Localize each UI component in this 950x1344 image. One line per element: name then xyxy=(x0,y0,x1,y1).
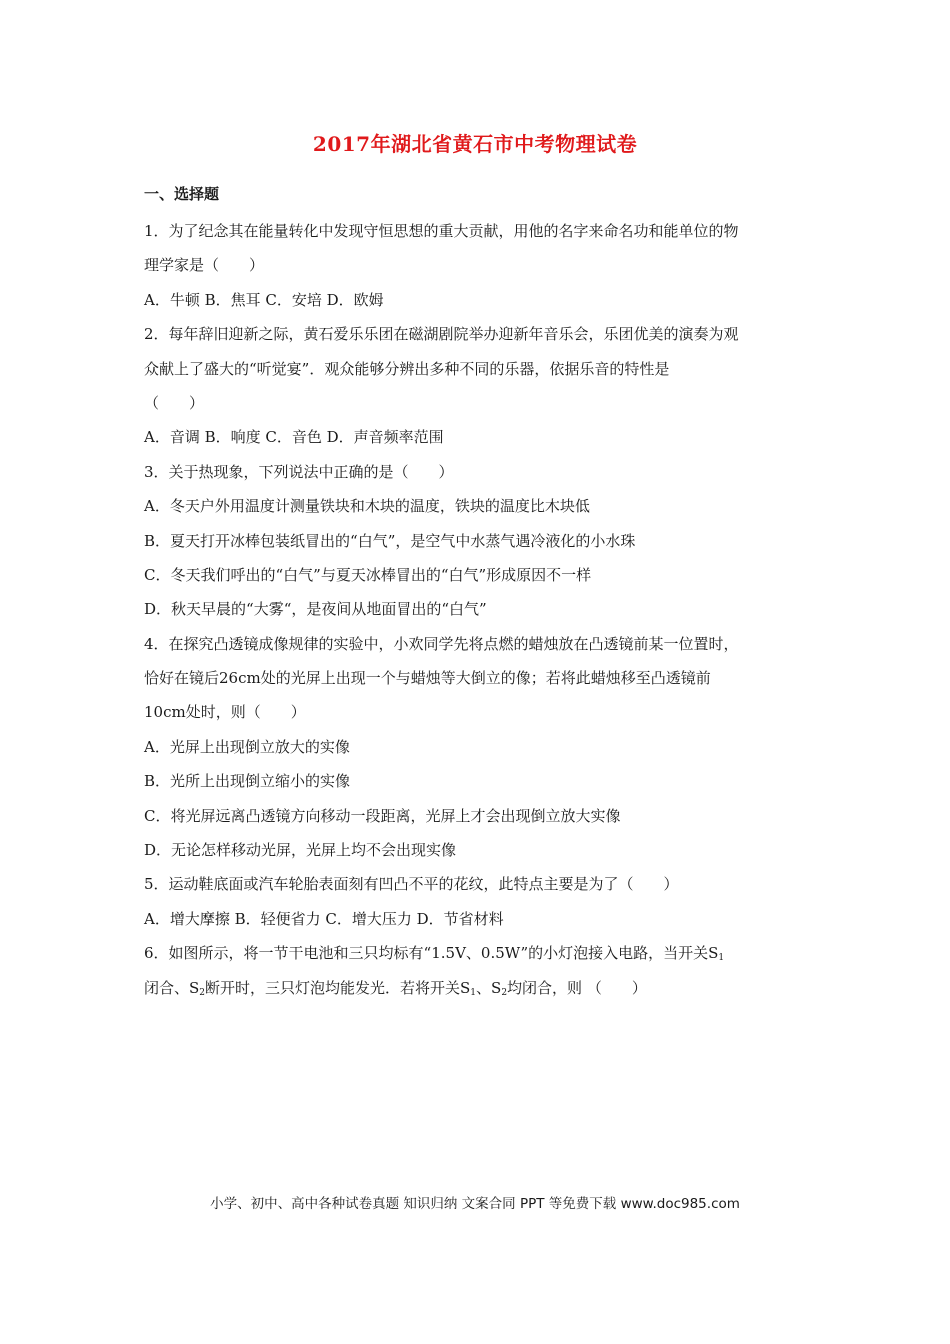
question-1 xyxy=(144,214,824,317)
option-a: A．冬天户外用温度计测量铁块和木块的温度，铁块的温度比木块低 xyxy=(144,497,590,516)
stem-text: 均闭合，则 （ ） xyxy=(507,978,647,997)
option-a: A．光屏上出现倒立放大的实像 xyxy=(144,737,350,756)
question-2 xyxy=(144,317,824,455)
question-stem-line: 5．运动鞋底面或汽车轮胎表面刻有凹凸不平的花纹，此特点主要是为了（ ） xyxy=(144,875,679,894)
subscript: 2 xyxy=(501,987,508,998)
option-b: B．夏天打开冰棒包装纸冒出的“白气”，是空气中水蒸气遇冷液化的小水珠 xyxy=(144,531,636,550)
question-stem-line: 2．每年辞旧迎新之际，黄石爱乐乐团在磁湖剧院举办迎新年音乐会，乐团优美的演奏为观 xyxy=(144,325,739,344)
question-stem-line: 众献上了盛大的“听觉宴”．观众能够分辨出多种不同的乐器，依据乐音的特性是 xyxy=(144,359,670,378)
question-4 xyxy=(144,627,824,868)
question-options: A．牛顿 B．焦耳 C．安培 D．欧姆 xyxy=(144,290,384,309)
question-options: A．音调 B．响度 C．音色 D．声音频率范围 xyxy=(144,428,444,447)
footer-advertisement: 小学、初中、高中各种试卷真题 知识归纳 文案合同 PPT 等免费下载 www.doc985.com xyxy=(210,1196,740,1212)
section-heading: 一、选择题 xyxy=(144,185,220,203)
question-6 xyxy=(144,936,824,1005)
subscript: 1 xyxy=(718,953,725,964)
question-stem-line: 1．为了纪念其在能量转化中发现守恒思想的重大贡献，用他的名字来命名功和能单位的物 xyxy=(144,222,739,240)
question-stem-line: 4．在探究凸透镜成像规律的实验中，小欢同学先将点燃的蜡烛放在凸透镜前某一位置时， xyxy=(144,634,739,653)
stem-text: 断开时，三只灯泡均能发光．若将开关S xyxy=(205,978,471,997)
option-d: D．无论怎样移动光屏，光屏上均不会出现实像 xyxy=(144,841,457,860)
exam-title: 2017年湖北省黄石市中考物理试卷 xyxy=(312,132,638,156)
question-stem-line: 理学家是（ ） xyxy=(144,256,265,275)
question-stem-line: 3．关于热现象，下列说法中正确的是（ ） xyxy=(144,462,454,481)
question-3 xyxy=(144,455,824,627)
stem-text: 6．如图所示，将一节干电池和三只均标有“1.5V、0.5W”的小灯泡接入电路，当开关S xyxy=(144,944,719,963)
question-5 xyxy=(144,867,824,936)
option-c: C．冬天我们呼出的“白气”与夏天冰棒冒出的“白气”形成原因不一样 xyxy=(144,565,592,584)
option-d: D．秋天早晨的“大雾“，是夜间从地面冒出的“白气” xyxy=(144,600,487,619)
option-b: B．光所上出现倒立缩小的实像 xyxy=(144,772,351,791)
subscript: 2 xyxy=(199,987,206,998)
question-stem-line xyxy=(144,971,824,1005)
stem-text: 闭合、S xyxy=(144,978,200,997)
subscript: 1 xyxy=(470,987,477,998)
option-c: C．将光屏远离凸透镜方向移动一段距离，光屏上才会出现倒立放大实像 xyxy=(144,806,621,825)
question-options: A．增大摩擦 B．轻便省力 C．增大压力 D．节省材料 xyxy=(144,909,504,928)
question-list xyxy=(144,214,824,1005)
question-stem-line xyxy=(144,936,824,970)
question-stem-line: 10cm处时，则（ ） xyxy=(144,703,306,722)
question-stem-line: （ ） xyxy=(144,393,205,412)
stem-text: 、S xyxy=(476,978,502,997)
question-stem-line: 恰好在镜后26cm处的光屏上出现一个与蜡烛等大倒立的像；若将此蜡烛移至凸透镜前 xyxy=(144,669,711,688)
